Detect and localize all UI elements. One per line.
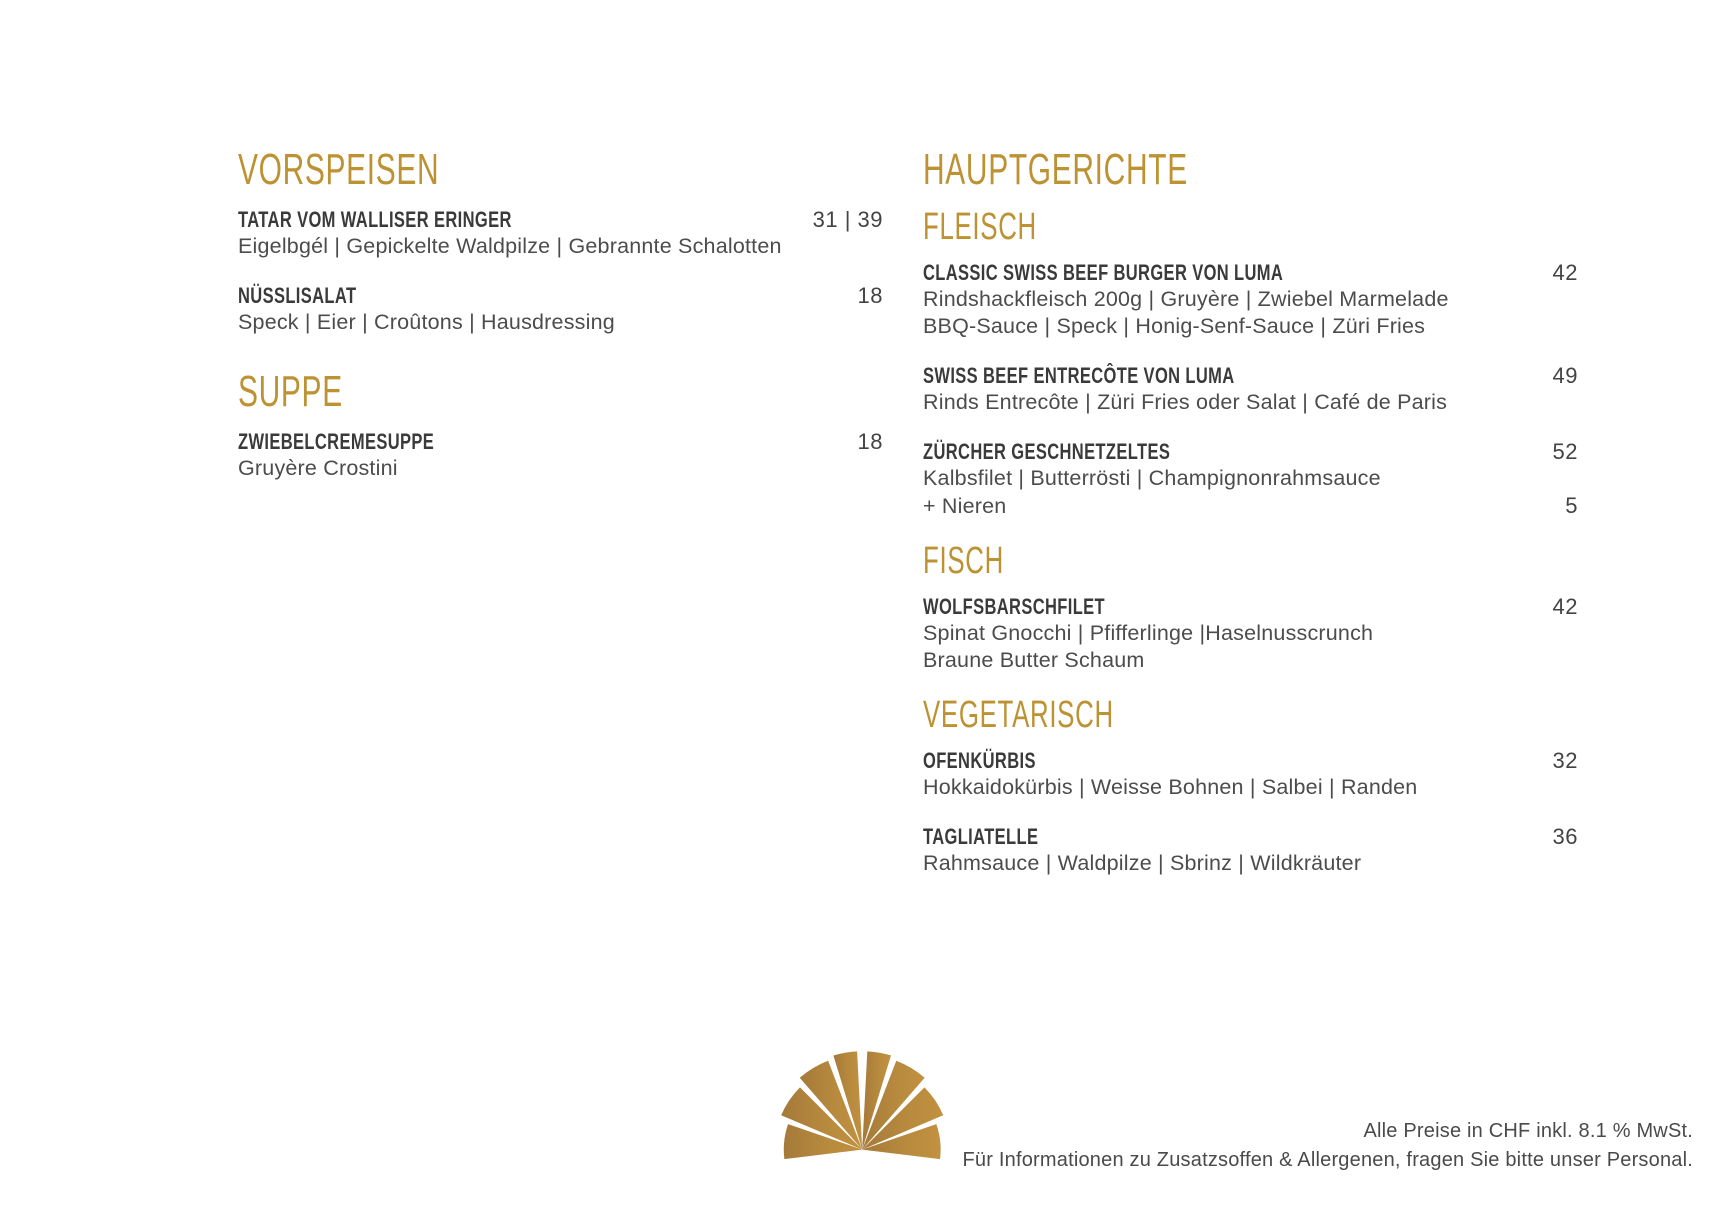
item-name	[923, 747, 1073, 774]
menu-item-entrecote	[923, 362, 1578, 416]
item-name-text: NÜSSLISALAT	[238, 283, 357, 308]
scallop-shell-icon	[779, 1044, 947, 1164]
section-title-suppe	[238, 367, 883, 416]
menu-item-geschnetzeltes	[923, 438, 1578, 520]
item-title-row	[923, 823, 1578, 850]
item-name	[923, 593, 1166, 620]
item-title-row	[923, 259, 1578, 286]
item-name	[238, 206, 603, 233]
item-name	[238, 428, 500, 455]
menu-column-left	[238, 145, 883, 504]
item-name	[238, 282, 396, 309]
menu-item-nuesslisalat	[238, 282, 883, 336]
section-title-hauptgerichte	[923, 145, 1578, 194]
item-name-text: WOLFSBARSCHFILET	[923, 594, 1105, 619]
section-title-text: HAUPTGERICHTE	[923, 145, 1188, 194]
footer-note	[963, 1117, 1693, 1175]
item-name	[923, 823, 1077, 850]
footer-line-prices: Alle Preise in CHF inkl. 8.1 % MwSt.	[1363, 1120, 1693, 1142]
item-description: Braune Butter Schaum	[923, 648, 1145, 672]
item-extra-price: 5	[1565, 493, 1578, 518]
item-name-text: OFENKÜRBIS	[923, 748, 1036, 773]
item-name-text: TATAR VOM WALLISER ERINGER	[238, 207, 512, 232]
item-price: 52	[1552, 439, 1578, 464]
item-price: 42	[1552, 260, 1578, 285]
item-description: Rahmsauce | Waldpilze | Sbrinz | Wildkräuter	[923, 851, 1362, 875]
menu-item-ofenkuerbis	[923, 747, 1578, 801]
scallop-shell-logo	[779, 1044, 947, 1164]
item-name-text: ZÜRCHER GESCHNETZELTES	[923, 439, 1171, 464]
item-name-text: SWISS BEEF ENTRECÔTE VON LUMA	[923, 363, 1235, 388]
item-name-text: CLASSIC SWISS BEEF BURGER VON LUMA	[923, 260, 1284, 285]
item-title-row	[923, 747, 1578, 774]
item-description: Hokkaidokürbis | Weisse Bohnen | Salbei | Randen	[923, 775, 1418, 799]
section-title-text: SUPPE	[238, 367, 343, 416]
menu-item-tagliatelle	[923, 823, 1578, 877]
subsection-title-text: FISCH	[923, 540, 1004, 582]
item-title-row	[238, 206, 883, 233]
item-title-row	[238, 282, 883, 309]
item-price: 32	[1552, 748, 1578, 773]
section-title-vorspeisen	[238, 145, 883, 194]
item-price: 18	[857, 283, 883, 308]
menu-column-right	[923, 145, 1578, 899]
item-price: 18	[857, 429, 883, 454]
subsection-title-text: VEGETARISCH	[923, 694, 1114, 736]
footer-line-allergens: Für Informationen zu Zusatzsoffen & Allergenen, fragen Sie bitte unser Personal.	[962, 1149, 1693, 1171]
item-name-text: ZWIEBELCREMESUPPE	[238, 429, 435, 454]
item-name	[923, 259, 1403, 286]
item-description: Rindshackfleisch 200g | Gruyère | Zwiebel Marmelade	[923, 287, 1449, 311]
item-title-row	[238, 428, 883, 455]
item-title-row	[923, 593, 1578, 620]
item-description: Spinat Gnocchi | Pfifferlinge |Haselnusscrunch	[923, 621, 1374, 645]
subsection-title-fleisch	[923, 208, 1578, 246]
menu-item-zwiebelcremesuppe	[238, 428, 883, 482]
item-description: BBQ-Sauce | Speck | Honig-Senf-Sauce | Züri Fries	[923, 314, 1426, 338]
item-name-text: TAGLIATELLE	[923, 824, 1039, 849]
item-description: Speck | Eier | Croûtons | Hausdressing	[238, 310, 615, 334]
item-name	[923, 362, 1338, 389]
item-description: Gruyère Crostini	[238, 456, 398, 480]
item-price: 49	[1552, 363, 1578, 388]
item-description: Rinds Entrecôte | Züri Fries oder Salat | Café de Paris	[923, 390, 1448, 414]
subsection-title-fisch	[923, 542, 1578, 580]
menu-item-tatar	[238, 206, 883, 260]
item-description: Kalbsfilet | Butterrösti | Champignonrahmsauce	[923, 466, 1381, 490]
item-description: Eigelbgél | Gepickelte Waldpilze | Gebrannte Schalotten	[238, 234, 782, 258]
subsection-title-vegetarisch	[923, 696, 1578, 734]
menu-item-burger	[923, 259, 1578, 340]
section-title-text: VORSPEISEN	[238, 145, 440, 194]
item-extra-row	[923, 492, 1578, 520]
item-price: 36	[1552, 824, 1578, 849]
item-title-row	[923, 362, 1578, 389]
item-name	[923, 438, 1253, 465]
subsection-title-text: FLEISCH	[923, 206, 1037, 248]
menu-item-wolfsbarsch	[923, 593, 1578, 674]
item-extra-text: + Nieren	[923, 494, 1007, 518]
item-price: 31 | 39	[812, 207, 883, 232]
item-price: 42	[1552, 594, 1578, 619]
item-title-row	[923, 438, 1578, 465]
